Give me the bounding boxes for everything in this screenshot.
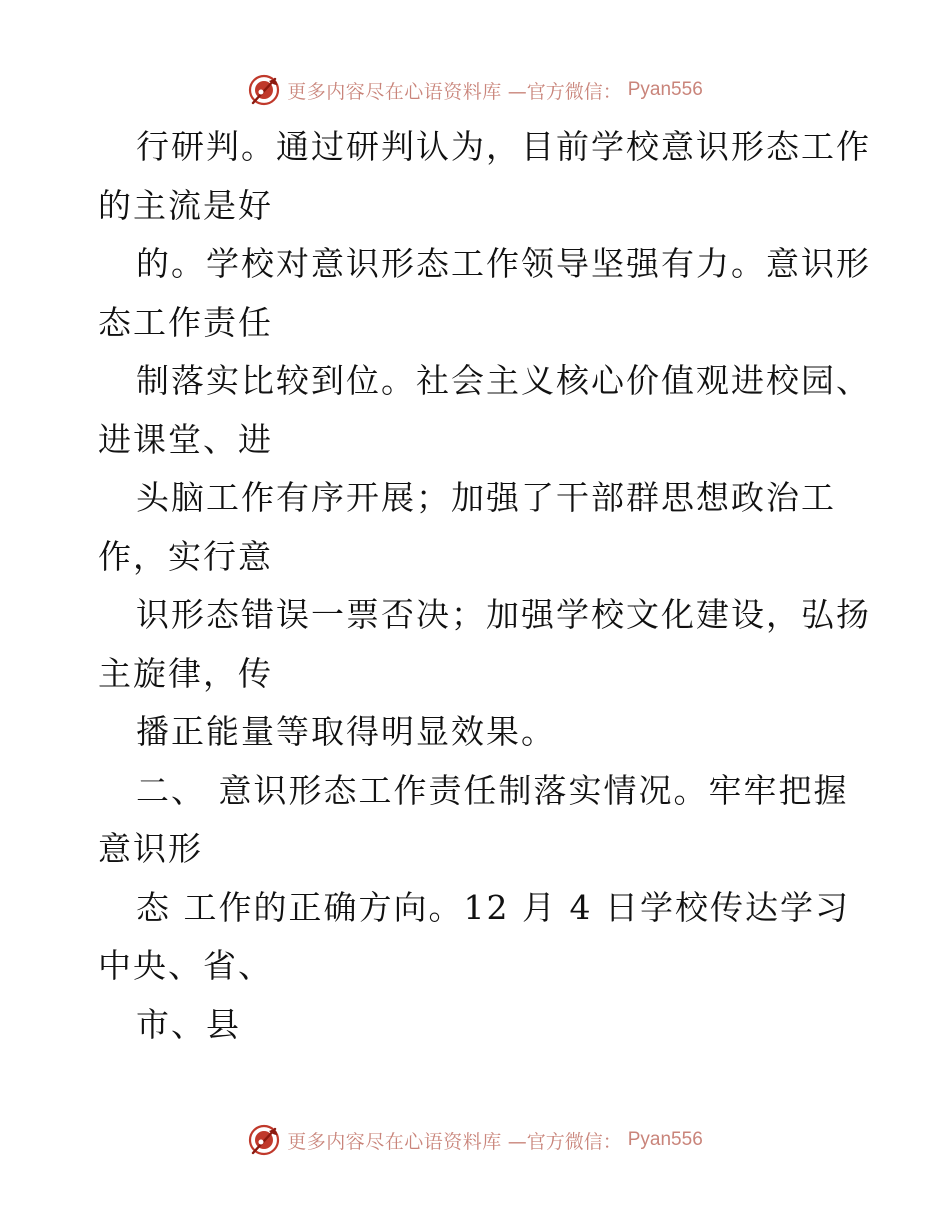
body-line: 行研判。通过研判认为，目前学校意识形态工作: [136, 127, 871, 166]
body-line: 的。学校对意识形态工作领导坚强有力。意识形: [136, 244, 871, 283]
header-banner-wechat-id: Pyan556: [627, 79, 703, 100]
quill-pen-logo-icon: [247, 1123, 281, 1157]
body-line: 播正能量等取得明显效果。: [136, 712, 556, 751]
body-line: 二、 意识形态工作责任制落实情况。牢牢把握: [136, 770, 849, 810]
body-line: 进课堂、进: [98, 419, 273, 459]
body-line: 中央、省、: [98, 946, 273, 985]
body-line: 识形态错误一票否决；加强学校文化建设，弘扬: [136, 595, 871, 634]
body-line: 意识形: [98, 829, 203, 868]
document-body: [98, 118, 871, 1054]
header-banner: [0, 70, 950, 110]
body-line: 市、县: [136, 1004, 241, 1044]
body-line: 主旋律，传: [98, 653, 273, 693]
body-line: 头脑工作有序开展；加强了干部群思想政治工: [136, 478, 836, 517]
footer-banner-separator: —官方微信：: [507, 1130, 622, 1153]
footer-banner-wechat-id: Pyan556: [627, 1129, 703, 1150]
body-line: 态 工作的正确方向。12 月 4 日学校传达学习: [136, 887, 850, 927]
header-banner-text: 更多内容尽在心语资料库: [287, 80, 502, 103]
header-banner-separator: —官方微信：: [507, 80, 622, 103]
footer-banner: [0, 1120, 950, 1160]
footer-banner-text: 更多内容尽在心语资料库: [287, 1130, 502, 1153]
body-line: 的主流是好: [98, 185, 273, 225]
body-line: 作，实行意: [98, 536, 273, 576]
body-line: 制落实比较到位。社会主义核心价值观进校园、: [136, 361, 871, 400]
quill-pen-logo-icon: [247, 73, 281, 107]
body-line: 态工作责任: [98, 302, 273, 342]
